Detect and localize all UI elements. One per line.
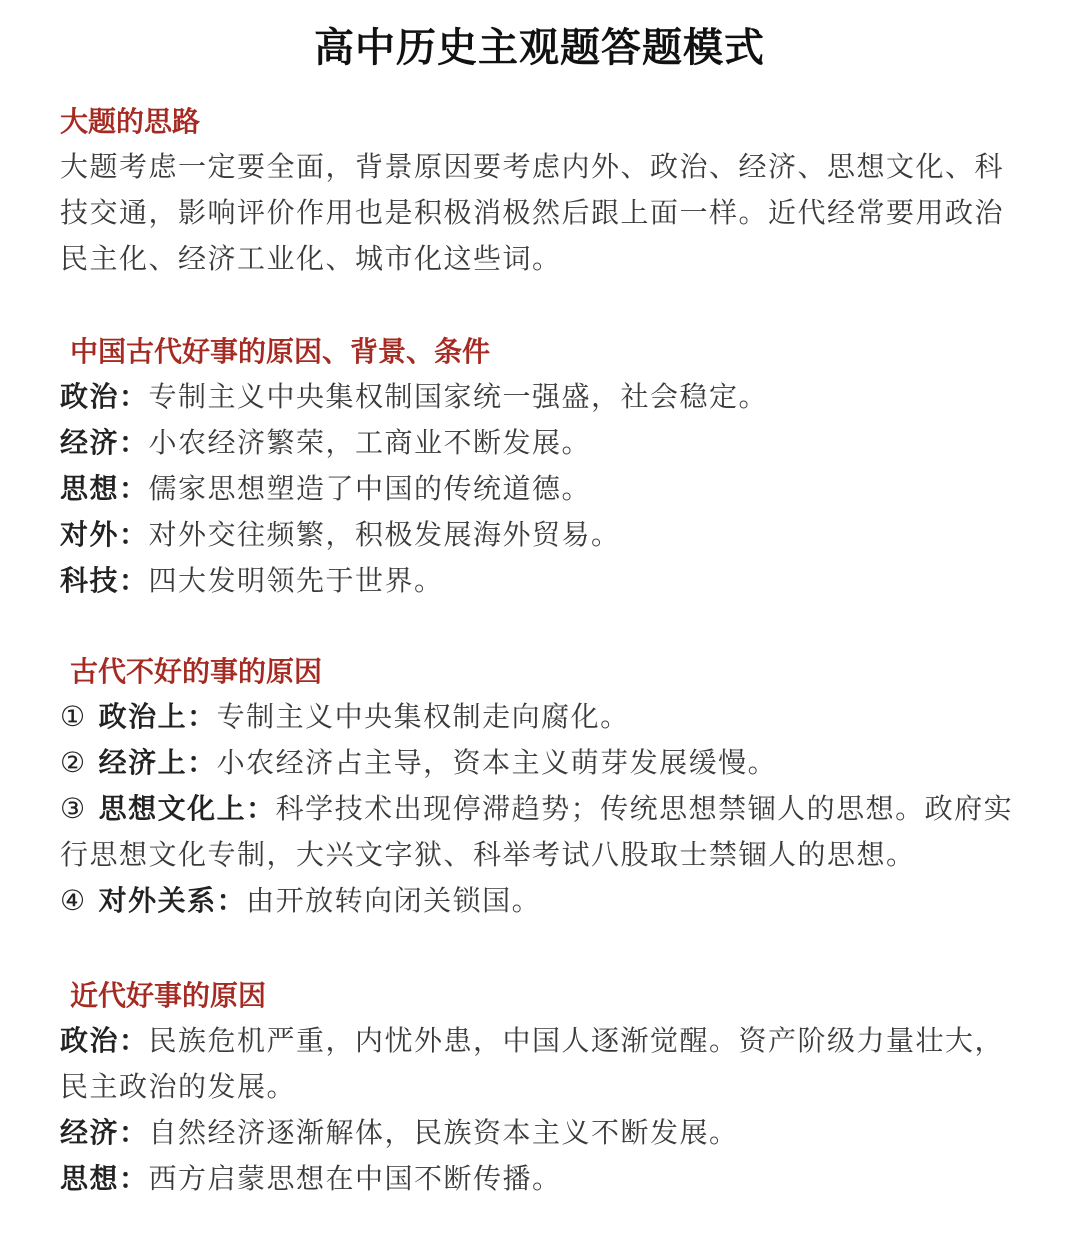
section-heading: 古代不好的事的原因 [70,655,323,688]
item-label: 科技： [60,564,149,597]
item-number: ① [60,700,87,733]
item-label: 对外： [60,518,149,551]
item-label: 经济上： [98,746,217,779]
section-ancient-good [60,330,1020,604]
item-number: ③ [60,792,87,825]
item-label: 政治上： [98,700,217,733]
item-text: 小农经济繁荣，工商业不断发展。 [148,426,592,459]
list-item [60,512,1020,558]
item-text: 儒家思想塑造了中国的传统道德。 [148,472,592,505]
item-label: 对外关系： [98,884,247,917]
list-item [60,786,1020,878]
item-label: 政治： [60,380,149,413]
list-item [60,1156,1020,1202]
section-modern-good [60,974,1020,1202]
section-ancient-bad [60,650,1020,924]
item-text: 小农经济占主导，资本主义萌芽发展缓慢。 [216,746,778,779]
list-item [60,1018,1020,1110]
section-heading: 近代好事的原因 [70,979,267,1012]
list-item [60,1110,1020,1156]
item-text: 自然经济逐渐解体，民族资本主义不断发展。 [148,1116,739,1149]
list-item [60,466,1020,512]
list-item [60,694,1020,740]
item-text: 科学技术出现停滞趋势；传统思想禁锢人的思想。政府实行思想文化专制，大兴文字狱、科举考试八股取士禁锢人的思想。 [60,792,1014,871]
item-text: 民族危机严重，内忧外患，中国人逐渐觉醒。资产阶级力量壮大，民主政治的发展。 [60,1024,1005,1103]
item-text: 四大发明领先于世界。 [148,564,444,597]
item-label: 经济： [60,426,149,459]
item-text: 由开放转向闭关锁国。 [246,884,542,917]
item-number: ② [60,746,87,779]
list-item [60,558,1020,604]
item-label: 思想： [60,472,149,505]
list-item [60,740,1020,786]
section-approach [60,100,1020,282]
list-item [60,374,1020,420]
list-item [60,878,1020,924]
section-paragraph: 大题考虑一定要全面，背景原因要考虑内外、政治、经济、思想文化、科技交通，影响评价作用也是积极消极然后跟上面一样。近代经常要用政治民主化、经济工业化、城市化这些词。 [60,150,1005,275]
item-text: 专制主义中央集权制国家统一强盛，社会稳定。 [148,380,769,413]
item-text: 西方启蒙思想在中国不断传播。 [148,1162,562,1195]
item-number: ④ [60,884,87,917]
section-heading: 大题的思路 [60,105,201,138]
item-label: 思想： [60,1162,149,1195]
item-text: 专制主义中央集权制走向腐化。 [216,700,630,733]
item-label: 政治： [60,1024,149,1057]
list-item [60,420,1020,466]
section-heading: 中国古代好事的原因、背景、条件 [70,335,491,368]
page-title: 高中历史主观题答题模式 [314,25,765,71]
item-label: 经济： [60,1116,149,1149]
item-label: 思想文化上： [98,792,276,825]
item-text: 对外交往频繁，积极发展海外贸易。 [148,518,621,551]
